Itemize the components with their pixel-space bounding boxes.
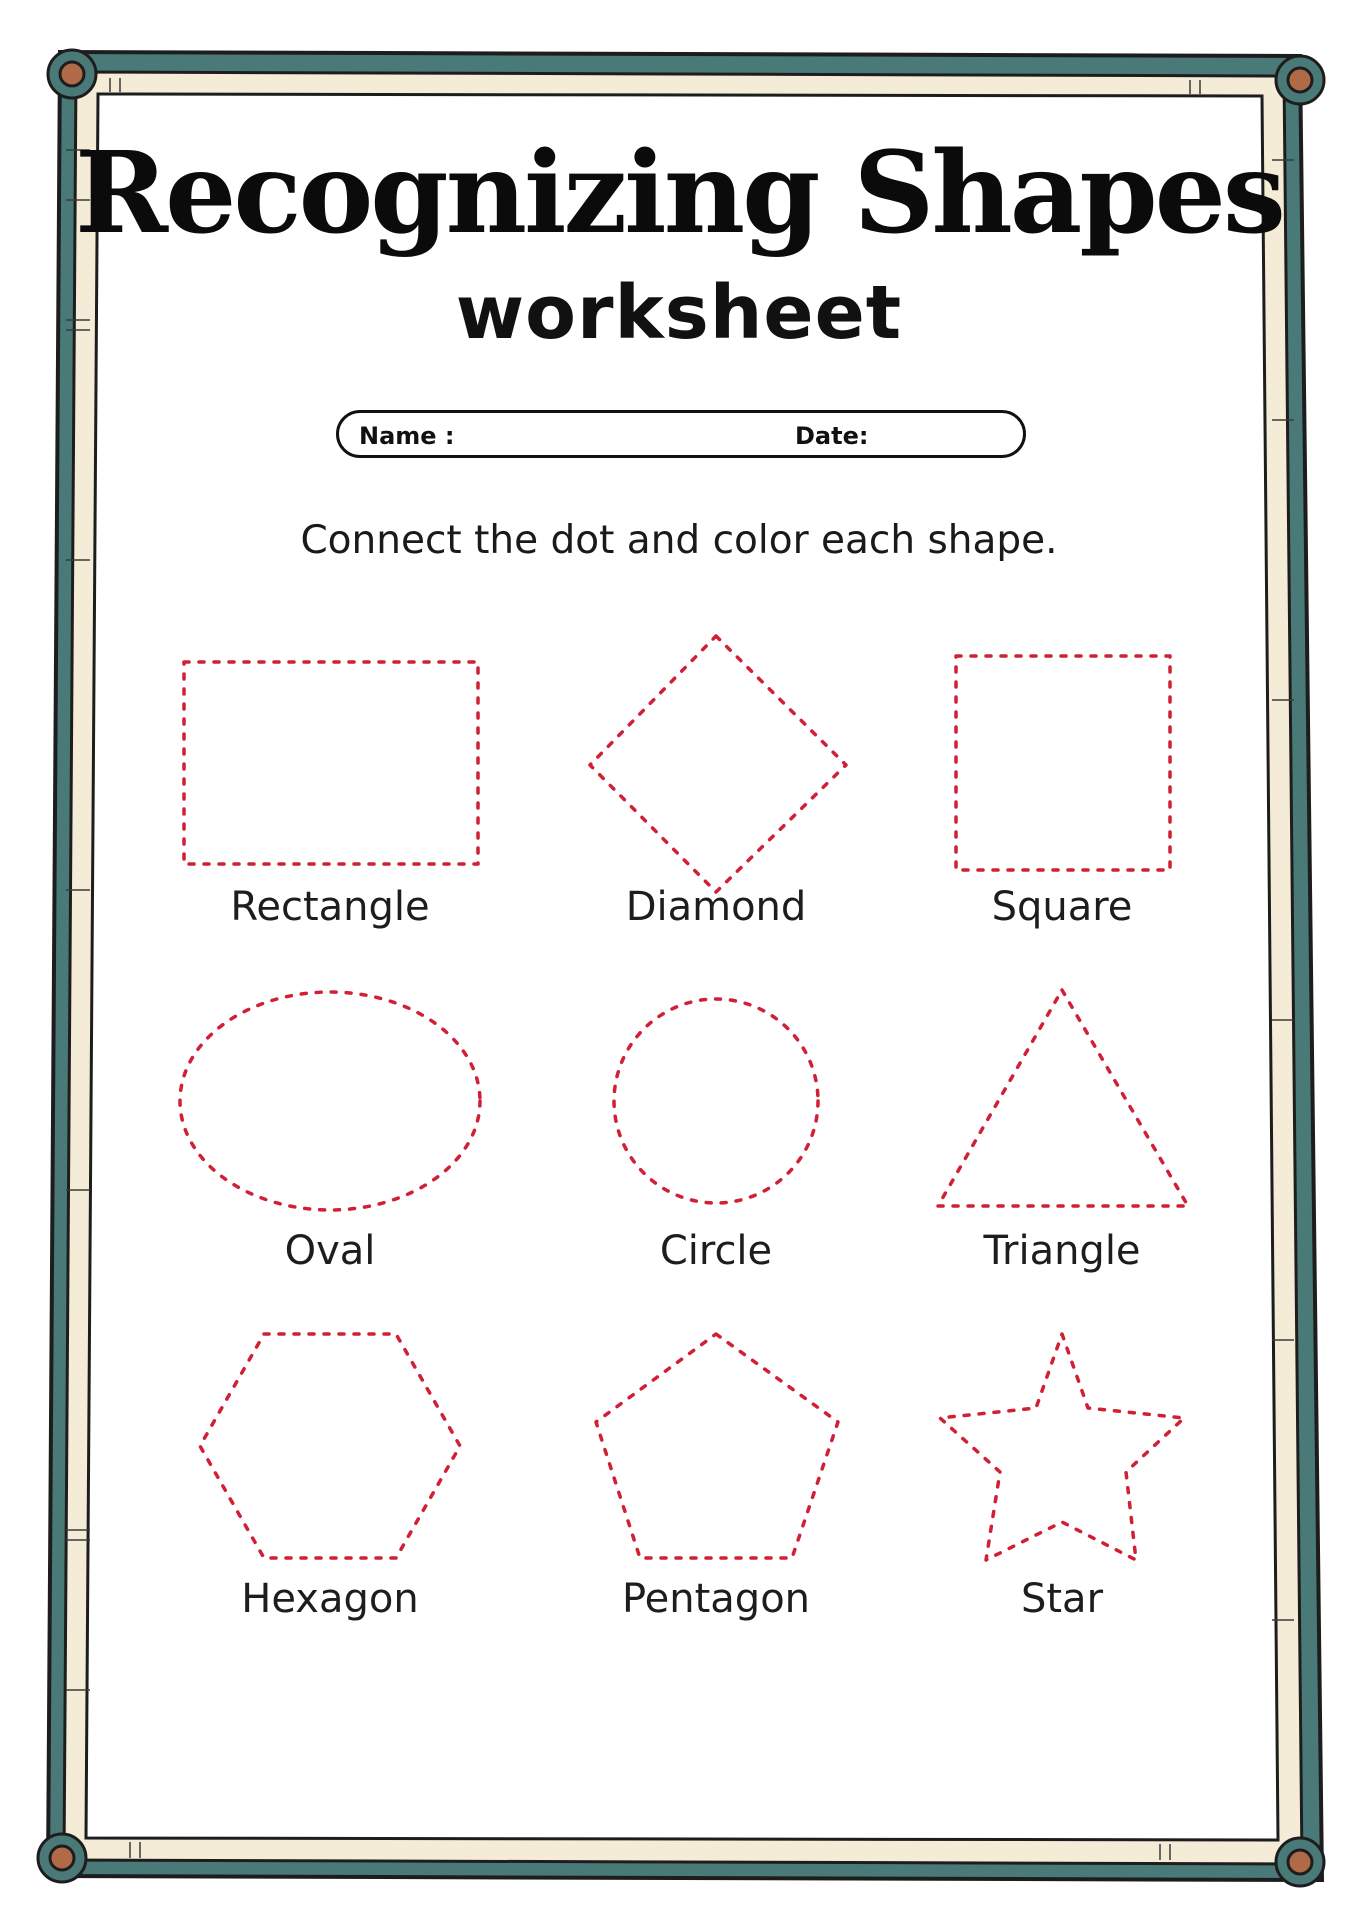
shape-label-diamond: Diamond [625, 884, 807, 930]
name-date-field[interactable] [336, 410, 1026, 458]
shape-label-pentagon: Pentagon [621, 1576, 811, 1622]
shape-label-circle: Circle [659, 1228, 773, 1274]
shape-label-star: Star [1020, 1576, 1104, 1622]
shape-label-rectangle: Rectangle [230, 884, 430, 930]
shape-label-hexagon: Hexagon [241, 1576, 419, 1622]
date-label: Date: [795, 422, 869, 450]
instruction-text: Connect the dot and color each shape. [300, 518, 1058, 563]
page-title: Recognizing Shapes [75, 128, 1283, 259]
shape-label-square: Square [991, 884, 1133, 930]
page-subtitle: worksheet [455, 270, 903, 356]
shape-label-triangle: Triangle [983, 1228, 1141, 1274]
name-label: Name : [359, 422, 455, 450]
shape-label-oval: Oval [284, 1228, 376, 1274]
